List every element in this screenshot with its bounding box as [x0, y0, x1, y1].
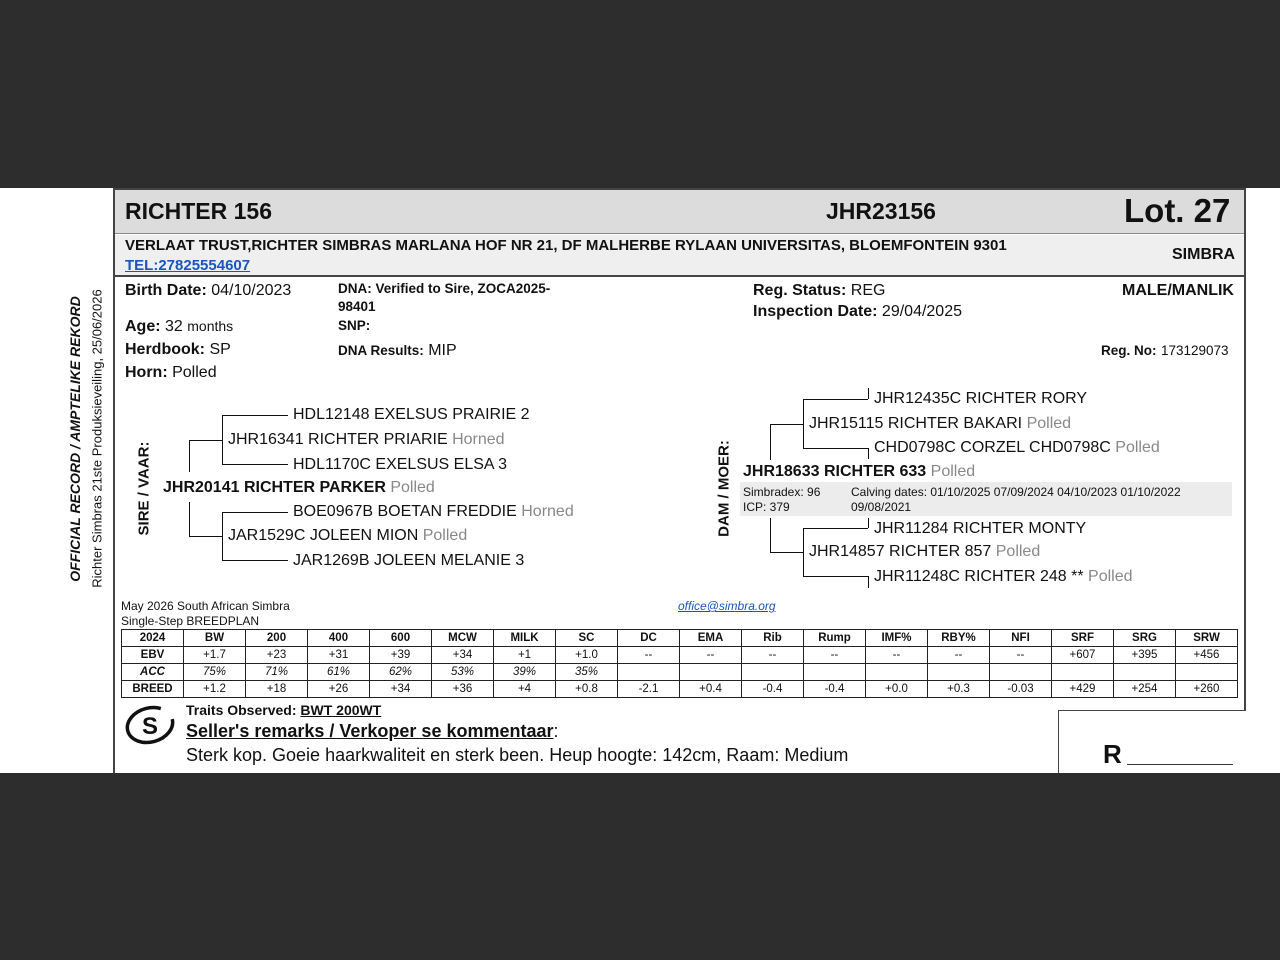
ebv-cell: +23 [246, 647, 308, 664]
ebv-cell [1114, 664, 1176, 681]
ped-line [222, 415, 223, 464]
ebv-cell: +36 [432, 681, 494, 698]
ebv-cell: +0.4 [680, 681, 742, 698]
ped-line [803, 528, 868, 529]
birth-date-value: 04/10/2023 [211, 282, 292, 299]
sire-sire [228, 431, 505, 449]
age-unit: months [187, 318, 234, 334]
ped-line [868, 518, 869, 528]
seller-comment: Sterk kop. Goeie haarkwaliteit en sterk been. Heup hoogte: 142cm, Raam: Medium [186, 745, 849, 765]
reg-no-label: Reg. No: [1101, 343, 1157, 358]
ebv-cell: +254 [1114, 681, 1176, 698]
ped-line [770, 518, 771, 552]
ebv-cell: +456 [1176, 647, 1238, 664]
dam-dam-dam-horn: Polled [1088, 568, 1133, 585]
ebv-header-row [122, 630, 1238, 647]
dam-dam-horn: Polled [995, 543, 1041, 560]
dna-verification-line1: DNA: Verified to Sire, ZOCA2025- [338, 281, 551, 296]
ped-line [222, 464, 288, 465]
ped-line [222, 512, 223, 560]
reg-status-value: REG [850, 282, 886, 299]
breedplan-line2: Single-Step BREEDPLAN [121, 614, 260, 628]
ebv-cell: 35% [556, 664, 618, 681]
ebv-column-header: NFI [990, 630, 1052, 647]
ebv-cell [804, 664, 866, 681]
ebv-cell: 39% [494, 664, 556, 681]
animal-id: JHR23156 [826, 198, 936, 224]
ebv-cell: -- [680, 647, 742, 664]
sire-dam-sire [293, 503, 574, 521]
ebv-column-header: SRF [1052, 630, 1114, 647]
ebv-cell: -- [866, 647, 928, 664]
breed-name: SIMBRA [1172, 246, 1236, 263]
ebv-cell: -- [618, 647, 680, 664]
seller-remarks-heading [186, 721, 559, 742]
dam-sire-sire: JHR12435C RICHTER RORY [874, 390, 1088, 407]
ebv-column-header: SRG [1114, 630, 1176, 647]
ebv-column-header: 200 [246, 630, 308, 647]
reg-no-value: 173129073 [1160, 343, 1229, 358]
calving-dates-line2: 09/08/2021 [851, 500, 912, 514]
ped-line [803, 399, 868, 400]
dam-dam [809, 543, 1040, 561]
ebv-cell: 62% [370, 664, 432, 681]
age-value: 32 [165, 318, 183, 335]
herdbook-value: SP [209, 341, 231, 358]
ped-line [803, 528, 804, 576]
ped-line [770, 424, 771, 460]
ped-line [189, 440, 222, 441]
ebv-column-header: SRW [1176, 630, 1238, 647]
ebv-column-header: MCW [432, 630, 494, 647]
dam-dam-sire: JHR11284 RICHTER MONTY [874, 520, 1087, 537]
ebv-column-header: 400 [308, 630, 370, 647]
dna-results-label: DNA Results: [338, 343, 424, 358]
dam-sire-name: JHR15115 RICHTER BAKARI [809, 415, 1023, 432]
ebv-cell [990, 664, 1052, 681]
reg-no [1101, 342, 1229, 360]
ebv-cell: +607 [1052, 647, 1114, 664]
sire [163, 479, 435, 497]
ebv-cell: +1.2 [184, 681, 246, 698]
herdbook [125, 341, 231, 359]
ebv-cell: +39 [370, 647, 432, 664]
ebv-cell: +0.0 [866, 681, 928, 698]
traits-value: BWT 200WT [300, 702, 382, 718]
horn-value: Polled [172, 364, 217, 381]
ped-line [868, 448, 869, 459]
ped-line [222, 512, 288, 513]
frame-right-border [1244, 188, 1246, 710]
ebv-column-header: IMF% [866, 630, 928, 647]
ped-line [189, 536, 222, 537]
seller-remarks-colon: : [553, 721, 559, 741]
sex: MALE/MANLIK [1122, 282, 1234, 299]
ebv-cell: 75% [184, 664, 246, 681]
ebv-row-breed [122, 681, 1238, 698]
sire-sire-horn: Horned [452, 431, 505, 448]
ebv-cell: +18 [246, 681, 308, 698]
ebv-cell [928, 664, 990, 681]
birth-date-label: Birth Date: [125, 282, 207, 299]
snp-label: SNP: [338, 318, 371, 333]
ebv-cell [1052, 664, 1114, 681]
ebv-cell [866, 664, 928, 681]
sire-horn: Polled [390, 479, 435, 496]
ped-line [770, 552, 803, 553]
ebv-column-header: EMA [680, 630, 742, 647]
simbradex: Simbradex: 96 [743, 485, 821, 499]
ebv-cell: +4 [494, 681, 556, 698]
ebv-cell: EBV [122, 647, 184, 664]
dna-verification-line2: 98401 [338, 299, 376, 314]
sire-dam-horn: Polled [422, 527, 468, 544]
horn [125, 364, 217, 382]
ped-line [189, 440, 190, 472]
lot-sheet [0, 188, 1280, 773]
price-input-line[interactable] [1127, 764, 1233, 765]
ped-line [189, 502, 190, 536]
ebv-column-header: Rump [804, 630, 866, 647]
sire-dam-dam: JAR1269B JOLEEN MELANIE 3 [293, 552, 525, 569]
ebv-cell: -- [928, 647, 990, 664]
ebv-cell: +395 [1114, 647, 1176, 664]
sire-dam-sire-horn: Horned [521, 503, 574, 520]
dam-sire-dam-horn: Polled [1115, 439, 1160, 456]
dam-horn: Polled [930, 463, 976, 480]
ebv-cell: +34 [370, 681, 432, 698]
sire-section-label: SIRE / VAAR: [135, 441, 153, 536]
ebv-cell: 61% [308, 664, 370, 681]
dam-name: JHR18633 RICHTER 633 [743, 463, 927, 480]
simbra-logo-icon [124, 701, 178, 747]
age [125, 318, 233, 336]
ped-line [803, 576, 868, 577]
sire-dam-name: JAR1529C JOLEEN MION [228, 527, 419, 544]
dam-performance-box [740, 482, 1232, 516]
ebv-cell [618, 664, 680, 681]
ebv-column-header: 600 [370, 630, 432, 647]
sire-sire-sire: HDL12148 EXELSUS PRAIRIE 2 [293, 406, 530, 423]
sire-dam-sire-name: BOE0967B BOETAN FREDDIE [293, 503, 517, 520]
ebv-cell: 71% [246, 664, 308, 681]
title-bar [115, 190, 1244, 234]
breedplan-line1: May 2026 South African Simbra [121, 599, 290, 613]
ebv-cell [742, 664, 804, 681]
ebv-cell: +0.3 [928, 681, 990, 698]
inspection-date [753, 303, 962, 321]
official-record-label: OFFICIAL RECORD / AMPTELIKE REKORD [67, 296, 83, 582]
ebv-row-ebv [122, 647, 1238, 664]
ebv-cell: -2.1 [618, 681, 680, 698]
ebv-cell: +34 [432, 647, 494, 664]
lot-number: Lot. 27 [1124, 192, 1231, 229]
ebv-cell: -0.4 [742, 681, 804, 698]
ebv-cell: -0.4 [804, 681, 866, 698]
owner-phone-link[interactable]: TEL:27825554607 [125, 257, 251, 274]
ebv-column-header: Rib [742, 630, 804, 647]
ebv-cell: +1.0 [556, 647, 618, 664]
ped-line [868, 388, 869, 399]
ebv-cell: -- [742, 647, 804, 664]
calving-dates-line1: Calving dates: 01/10/2025 07/09/2024 04/10/2023 01/10/2022 [851, 485, 1181, 499]
ped-line [222, 415, 288, 416]
traits-label: Traits Observed: [186, 702, 297, 718]
ebv-cell: +1 [494, 647, 556, 664]
dna-results [338, 342, 457, 360]
sire-name: JHR20141 RICHTER PARKER [163, 479, 386, 496]
ebv-cell: +1.7 [184, 647, 246, 664]
traits-observed [186, 702, 381, 718]
ebv-table [121, 629, 1238, 698]
sire-sire-dam: HDL1170C EXELSUS ELSA 3 [293, 456, 508, 473]
price-label: R [1103, 739, 1122, 769]
ebv-cell: +0.8 [556, 681, 618, 698]
ped-line [803, 399, 804, 448]
age-label: Age: [125, 318, 161, 335]
birth-date [125, 282, 291, 300]
ebv-cell [680, 664, 742, 681]
ped-line [222, 560, 288, 561]
dam [743, 463, 975, 481]
ebv-cell: +26 [308, 681, 370, 698]
inspection-label: Inspection Date: [753, 303, 878, 320]
dam-sire [809, 415, 1071, 433]
ebv-cell: -- [990, 647, 1052, 664]
ebv-cell: BREED [122, 681, 184, 698]
dam-sire-horn: Polled [1026, 415, 1072, 432]
ebv-cell: -0.03 [990, 681, 1052, 698]
ped-line [868, 576, 869, 588]
ebv-cell [1176, 664, 1238, 681]
ebv-column-header: BW [184, 630, 246, 647]
ebv-table-body [122, 630, 1238, 698]
dam-dam-dam [874, 568, 1133, 586]
ebv-cell: 53% [432, 664, 494, 681]
office-email-link[interactable]: office@simbra.org [678, 599, 776, 613]
dam-dam-name: JHR14857 RICHTER 857 [809, 543, 992, 560]
animal-name: RICHTER 156 [125, 198, 272, 224]
ebv-cell: ACC [122, 664, 184, 681]
ebv-cell: +429 [1052, 681, 1114, 698]
seller-remarks-label: Seller's remarks / Verkoper se kommentaar [186, 721, 554, 741]
reg-status-label: Reg. Status: [753, 282, 847, 299]
sire-dam [228, 527, 467, 545]
reg-status [753, 282, 885, 300]
dam-dam-dam-name: JHR11248C RICHTER 248 ** [874, 568, 1084, 585]
icp: ICP: 379 [743, 500, 790, 514]
dam-section-label: DAM / MOER: [715, 440, 733, 537]
logo-letter: S [141, 713, 159, 740]
ebv-row-acc [122, 664, 1238, 681]
dam-sire-dam [874, 439, 1160, 457]
dna-results-value: MIP [428, 342, 457, 359]
ebv-cell: +260 [1176, 681, 1238, 698]
ebv-column-header: RBY% [928, 630, 990, 647]
ebv-cell: +31 [308, 647, 370, 664]
ped-line [770, 424, 803, 425]
ebv-column-header: 2024 [122, 630, 184, 647]
inspection-value: 29/04/2025 [881, 303, 962, 320]
sire-sire-name: JHR16341 RICHTER PRIARIE [228, 431, 448, 448]
owner-address: VERLAAT TRUST,RICHTER SIMBRAS MARLANA HOF NR 21, DF MALHERBE RYLAAN UNIVERSITAS, BLOEMFONTEIN 9301 [125, 237, 1007, 254]
ebv-cell: -- [804, 647, 866, 664]
horn-label: Horn: [125, 364, 168, 381]
ebv-column-header: MILK [494, 630, 556, 647]
ped-line [803, 448, 868, 449]
ebv-column-header: SC [556, 630, 618, 647]
ebv-column-header: DC [618, 630, 680, 647]
dam-sire-dam-name: CHD0798C CORZEL CHD0798C [874, 439, 1111, 456]
price-box [1058, 710, 1246, 773]
sale-info-label: Richter Simbras 21ste Produksieveiling, 25/06/2026 [89, 289, 105, 588]
herdbook-label: Herdbook: [125, 341, 205, 358]
